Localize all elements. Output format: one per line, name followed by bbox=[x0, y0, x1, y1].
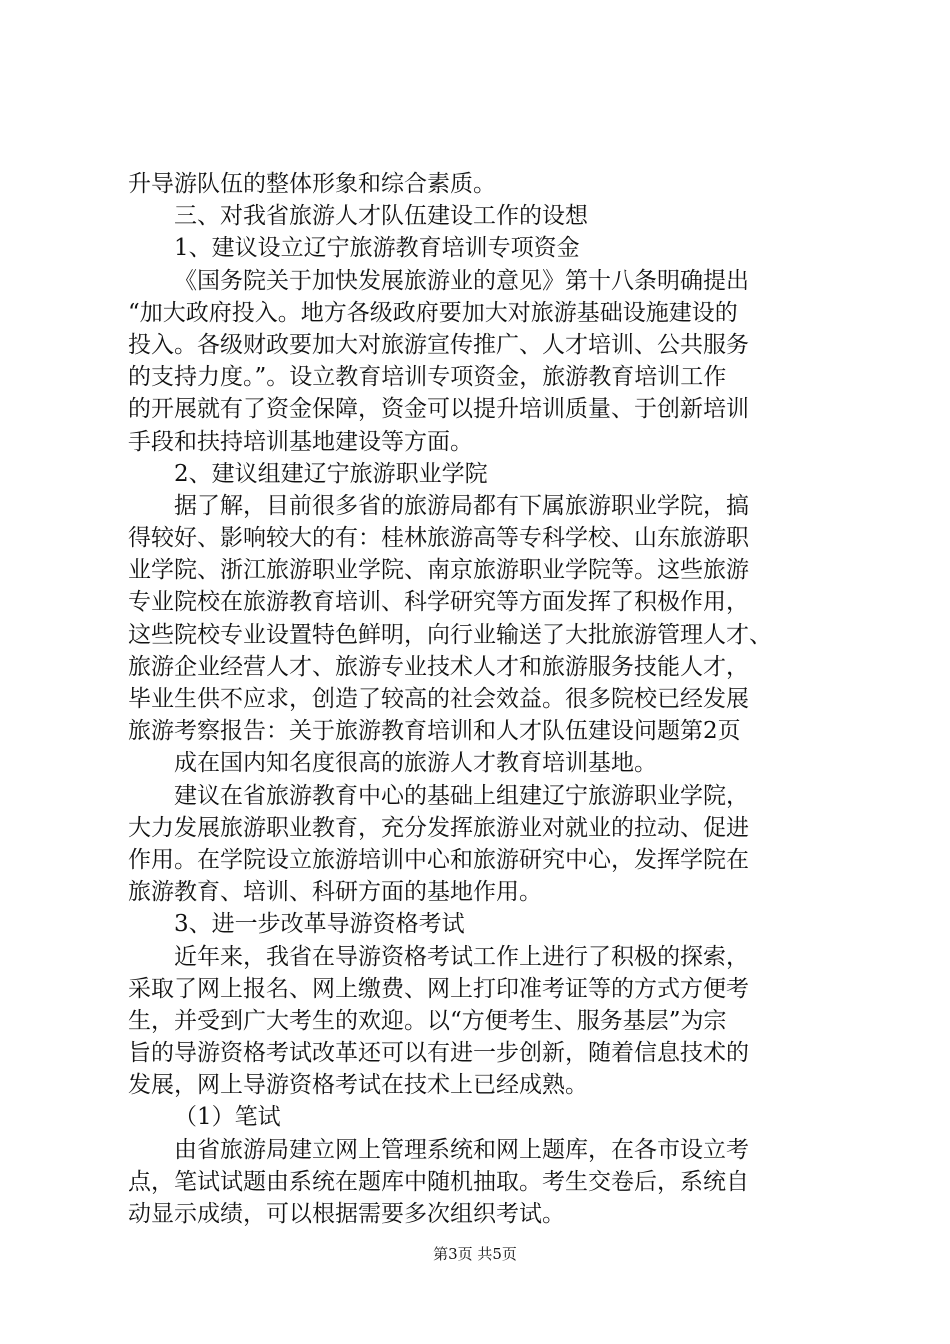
text-line: 由省旅游局建立网上管理系统和网上题库，在各市设立考 bbox=[174, 1136, 749, 1163]
text-line: 的开展就有了资金保障，资金可以提升培训质量、于创新培训 bbox=[128, 396, 749, 423]
text-line: 得较好、影响较大的有：桂林旅游高等专科学校、山东旅游职 bbox=[128, 525, 749, 552]
text-line: 手段和扶持培训基地建设等方面。 bbox=[128, 428, 473, 455]
text-line: 《国务院关于加快发展旅游业的意见》第十八条明确提出 bbox=[174, 267, 749, 294]
text-line: 专业院校在旅游教育培训、科学研究等方面发挥了积极作用， bbox=[128, 589, 749, 616]
page-footer bbox=[0, 1244, 950, 1264]
text-line: 据了解，目前很多省的旅游局都有下属旅游职业学院，搞 bbox=[174, 492, 749, 519]
text-line: 旅游企业经营人才、旅游专业技术人才和旅游服务技能人才， bbox=[128, 653, 749, 680]
text-line: 旅游考察报告：关于旅游教育培训和人才队伍建设问题第2页 bbox=[128, 718, 741, 745]
text-line: 的支持力度。”。设立教育培训专项资金，旅游教育培训工作 bbox=[128, 364, 727, 391]
text-line: 升导游队伍的整体形象和综合素质。 bbox=[128, 171, 496, 197]
text-line: 旨的导游资格考试改革还可以有进一步创新，随着信息技术的 bbox=[128, 1040, 749, 1067]
text-line: 2、建议组建辽宁旅游职业学院 bbox=[174, 460, 488, 487]
text-line: 毕业生供不应求，创造了较高的社会效益。很多院校已经发展 bbox=[128, 686, 749, 712]
text-line: 三、对我省旅游人才队伍建设工作的设想 bbox=[174, 203, 588, 230]
text-line: 动显示成绩，可以根据需要多次组织考试。 bbox=[128, 1201, 565, 1227]
text-line: 大力发展旅游职业教育，充分发挥旅游业对就业的拉动、促进 bbox=[128, 814, 749, 841]
page-number: 第3页 共5页 bbox=[433, 1245, 517, 1263]
text-line: 建议在省旅游教育中心的基础上组建辽宁旅游职业学院， bbox=[174, 782, 749, 809]
text-line: 发展，网上导游资格考试在技术上已经成熟。 bbox=[128, 1072, 588, 1099]
text-line: 业学院、浙江旅游职业学院、南京旅游职业学院等。这些旅游 bbox=[128, 557, 749, 584]
text-line: 近年来，我省在导游资格考试工作上进行了积极的探索， bbox=[174, 943, 749, 970]
text-line: 生，并受到广大考生的欢迎。以“方便考生、服务基层”为宗 bbox=[128, 1007, 727, 1034]
text-line: 投入。各级财政要加大对旅游宣传推广、人才培训、公共服务 bbox=[128, 331, 749, 358]
text-line: 成在国内知名度很高的旅游人才教育培训基地。 bbox=[174, 750, 657, 777]
text-line: （1）笔试 bbox=[174, 1104, 281, 1131]
text-line: 作用。在学院设立旅游培训中心和旅游研究中心，发挥学院在 bbox=[128, 846, 749, 873]
text-line: 这些院校专业设置特色鲜明，向行业输送了大批旅游管理人才、 bbox=[128, 621, 772, 648]
text-line: 1、建议设立辽宁旅游教育培训专项资金 bbox=[174, 235, 580, 262]
document-body bbox=[128, 168, 848, 1230]
text-line: 点，笔试试题由系统在题库中随机抽取。考生交卷后，系统自 bbox=[128, 1168, 749, 1195]
text-line: “加大政府投入。地方各级政府要加大对旅游基础设施建设的 bbox=[128, 299, 738, 326]
text-line: 采取了网上报名、网上缴费、网上打印准考证等的方式方便考 bbox=[128, 975, 749, 1002]
text-line: 旅游教育、培训、科研方面的基地作用。 bbox=[128, 879, 542, 906]
text-line: 3、进一步改革导游资格考试 bbox=[174, 911, 465, 938]
